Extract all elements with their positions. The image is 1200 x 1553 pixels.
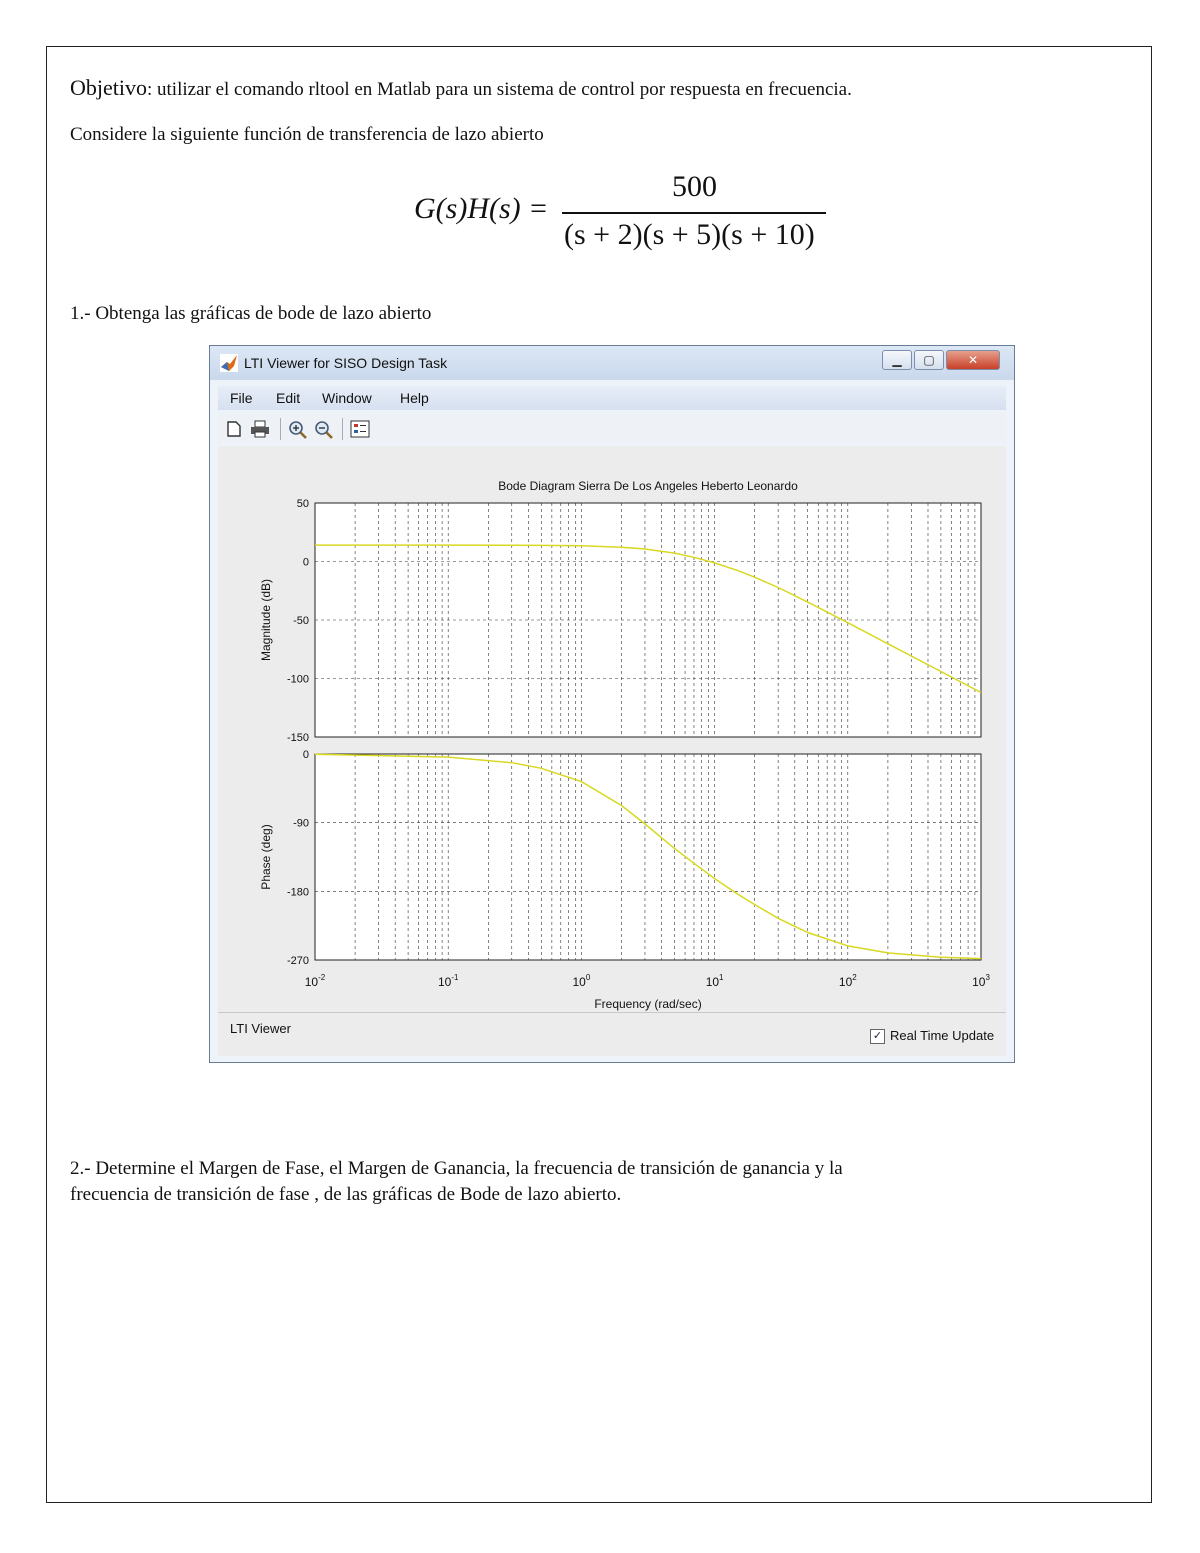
x-tick-exponent: 2 — [852, 973, 857, 982]
plot-box — [315, 754, 981, 960]
x-tick-label: $10^{-1}$ — [437, 973, 459, 989]
y-axis-label: Magnitude (dB) — [259, 578, 273, 662]
y-tick-label: -270 — [286, 955, 309, 967]
status-text: LTI Viewer — [230, 1021, 291, 1036]
phase-panel — [259, 749, 981, 967]
real-time-update-checkbox[interactable] — [870, 1029, 885, 1044]
transfer-function-equation — [414, 170, 854, 260]
menu-window[interactable]: Window — [322, 390, 372, 406]
plot-area — [218, 446, 1006, 1012]
y-axis-label: Phase (deg) — [259, 824, 273, 890]
chart-title: Bode Diagram Sierra De Los Angeles Heberto Leonardo — [498, 479, 798, 493]
objective-line — [70, 76, 852, 102]
status-bar — [218, 1012, 1006, 1056]
objective-text: : utilizar el comando rltool en Matlab para un sistema de control por respuesta en frecuencia. — [147, 79, 852, 100]
real-time-update-label: Real Time Update — [890, 1028, 995, 1043]
item-1-text: 1.- Obtenga las gráficas de bode de lazo abierto — [70, 303, 432, 324]
y-tick-label: -100 — [286, 673, 309, 686]
toolbar-separator — [280, 418, 281, 440]
menu-help[interactable]: Help — [400, 390, 429, 406]
x-axis-label: Frequency (rad/sec) — [594, 997, 702, 1011]
y-tick-label: -150 — [286, 732, 309, 744]
intro-text: Considere la siguiente función de transferencia de lazo abierto — [70, 124, 544, 145]
x-tick-label: $10^0$ — [572, 973, 591, 989]
x-tick-exponent: 0 — [585, 973, 591, 982]
x-tick-exponent: 1 — [719, 973, 724, 982]
y-tick-label: 50 — [296, 498, 309, 510]
menu-bar — [218, 386, 1006, 410]
y-tick-label: 0 — [302, 556, 309, 569]
x-tick-exponent: -2 — [318, 973, 326, 982]
toolbar — [218, 414, 1006, 444]
maximize-button[interactable] — [914, 350, 944, 370]
minimize-button[interactable] — [882, 350, 912, 370]
fraction-bar — [562, 212, 826, 214]
zoom-in-icon[interactable] — [288, 420, 308, 440]
equation-denominator: (s + 2)(s + 5)(s + 10) — [564, 218, 815, 251]
equation-lhs: G(s)H(s) = — [414, 192, 549, 225]
matlab-icon — [220, 354, 238, 372]
y-tick-label: -50 — [293, 615, 309, 627]
y-tick-label: 0 — [302, 749, 309, 761]
lti-viewer-window — [209, 345, 1015, 1063]
grid-icon[interactable] — [350, 420, 370, 440]
bode-plot[interactable] — [218, 446, 1006, 1012]
item-2-line-1: 2.- Determine el Margen de Fase, el Margen de Ganancia, la frecuencia de transición de ganancia y la — [70, 1158, 843, 1179]
close-icon: ✕ — [967, 353, 979, 367]
new-icon[interactable] — [224, 420, 244, 440]
objective-label: Objetivo — [70, 75, 147, 100]
print-icon[interactable] — [250, 420, 270, 440]
menu-file[interactable]: File — [230, 390, 253, 406]
y-tick-label: -180 — [286, 886, 309, 899]
x-tick-exponent: 3 — [985, 973, 990, 982]
x-tick-label: $10^1$ — [705, 973, 724, 989]
zoom-out-icon[interactable] — [314, 420, 334, 440]
x-tick-exponent: -1 — [451, 973, 459, 982]
title-bar[interactable] — [210, 346, 1014, 380]
close-button[interactable] — [946, 350, 1000, 370]
x-tick-label: $10^3$ — [972, 973, 990, 989]
checkmark-icon: ✓ — [872, 1030, 883, 1042]
maximize-icon: ▢ — [923, 353, 935, 367]
menu-edit[interactable]: Edit — [276, 390, 301, 406]
item-2-line-2: frecuencia de transición de fase , de las gráficas de Bode de lazo abierto. — [70, 1184, 622, 1205]
toolbar-separator — [342, 418, 343, 440]
magnitude-panel — [259, 498, 981, 744]
minimize-icon: ▁ — [892, 353, 902, 367]
y-tick-label: -90 — [293, 817, 309, 830]
x-tick-label: $10^2$ — [838, 973, 857, 989]
window-title: LTI Viewer for SISO Design Task — [244, 355, 448, 371]
equation-numerator: 500 — [672, 170, 717, 203]
x-tick-label: $10^{-2}$ — [304, 973, 326, 989]
